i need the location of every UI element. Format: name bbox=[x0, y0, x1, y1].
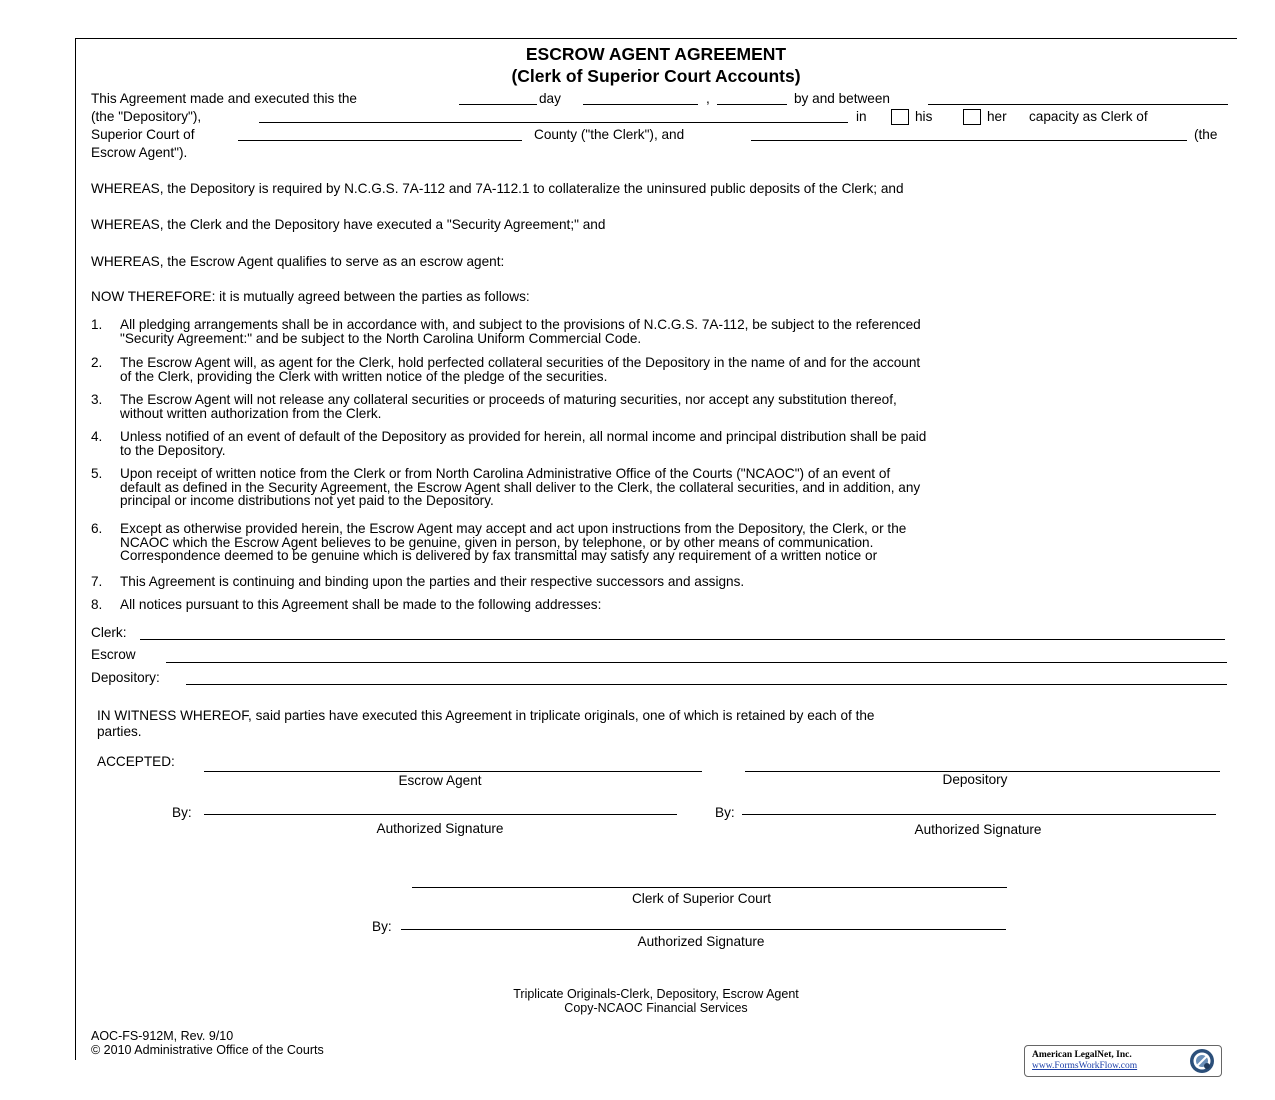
american-legalnet-logo bbox=[1024, 1045, 1222, 1077]
item-number: 3. bbox=[91, 392, 103, 407]
her-checkbox[interactable] bbox=[963, 109, 981, 125]
item-text bbox=[120, 467, 1235, 508]
item-line: The Escrow Agent will, as agent for the Clerk, hold perfected collateral securities of the Depository in the name of and for the account bbox=[120, 355, 921, 370]
escrow-agent-caption: Escrow Agent bbox=[398, 773, 482, 788]
escrow-address-field[interactable] bbox=[166, 662, 1227, 663]
intro-escrow-agent: Escrow Agent"). bbox=[91, 145, 188, 160]
accepted-label: ACCEPTED: bbox=[97, 754, 175, 769]
intro-county-clerk-and: County ("the Clerk"), and bbox=[534, 127, 685, 142]
item-line: to the Depository. bbox=[120, 442, 226, 458]
page-frame-top bbox=[75, 38, 1237, 39]
item-line: Unless notified of an event of default of the Depository as provided for herein, all normal income and principal distribution shall be paid bbox=[120, 429, 927, 444]
witness-text: parties. bbox=[97, 724, 142, 739]
intro-capacity: capacity as Clerk of bbox=[1029, 109, 1148, 124]
authorized-signature-caption: Authorized Signature bbox=[914, 822, 1042, 837]
item-number: 7. bbox=[91, 574, 103, 589]
intro-made-executed: This Agreement made and executed this the bbox=[91, 91, 357, 106]
depository-name-field-2[interactable] bbox=[259, 122, 848, 123]
address-depository-label: Depository: bbox=[91, 670, 160, 685]
item-line: "Security Agreement:" and be subject to the North Carolina Uniform Commercial Code. bbox=[120, 330, 642, 346]
item-number: 1. bbox=[91, 317, 103, 332]
month-field[interactable] bbox=[583, 104, 698, 105]
item-line: principal or income distributions not yet paid to the Depository. bbox=[120, 493, 494, 508]
now-therefore: NOW THEREFORE: it is mutually agreed between the parties as follows: bbox=[91, 289, 530, 304]
item-line: All pledging arrangements shall be in accordance with, and subject to the provisions of N.C.G.S. 7A-112, be subject to the referenced bbox=[120, 317, 921, 332]
item-number: 8. bbox=[91, 597, 103, 612]
globe-icon bbox=[1187, 1047, 1217, 1075]
whereas-clause: WHEREAS, the Depository is required by N.C.G.S. 7A-112 and 7A-112.1 to collateralize the uninsured public deposits of the Clerk; and bbox=[91, 181, 904, 196]
clerk-superior-court-caption: Clerk of Superior Court bbox=[631, 891, 771, 906]
year-field[interactable] bbox=[717, 104, 787, 105]
depository-address-field[interactable] bbox=[186, 684, 1227, 685]
whereas-clause: WHEREAS, the Clerk and the Depository have executed a "Security Agreement;" and bbox=[91, 217, 606, 232]
intro-in: in bbox=[856, 109, 867, 124]
document-title: ESCROW AGENT AGREEMENT bbox=[525, 44, 787, 64]
item-line: Upon receipt of written notice from the Clerk or from North Carolina Administrative Office of the Courts ("NCAOC") of an event of bbox=[120, 466, 891, 481]
by-label: By: bbox=[372, 919, 392, 934]
item-line: NCAOC which the Escrow Agent believes to be genuine, given in person, by telephone, or by other means of communication. bbox=[120, 534, 874, 550]
item-number: 6. bbox=[91, 521, 103, 536]
depository-caption: Depository bbox=[942, 772, 1008, 787]
item-line: Correspondence deemed to be genuine which is delivered by fax transmittal may satisfy any requirement of a written notice or bbox=[120, 548, 878, 563]
depository-authorized-signature-field[interactable] bbox=[742, 814, 1216, 815]
form-id: AOC-FS-912M, Rev. 9/10 bbox=[91, 1029, 234, 1043]
copyright: © 2010 Administrative Office of the Courts bbox=[91, 1043, 324, 1057]
item-line: Except as otherwise provided herein, the Escrow Agent may accept and act upon instructions from the Depository, the Clerk, or the bbox=[120, 521, 907, 536]
item-line: This Agreement is continuing and binding upon the parties and their respective successors and assigns. bbox=[120, 574, 745, 589]
item-number: 5. bbox=[91, 466, 103, 481]
address-escrow-label: Escrow bbox=[91, 647, 136, 662]
authorized-signature-caption: Authorized Signature bbox=[376, 821, 504, 836]
by-label: By: bbox=[715, 805, 735, 820]
item-line: of the Clerk, providing the Clerk with written notice of the pledge of the securities. bbox=[120, 368, 608, 384]
logo-url-link[interactable]: www.FormsWorkFlow.com bbox=[1032, 1061, 1138, 1071]
item-text bbox=[120, 598, 1235, 612]
item-line: without written authorization from the Clerk. bbox=[120, 405, 382, 421]
intro-his: his bbox=[915, 109, 933, 124]
item-text bbox=[120, 393, 1235, 420]
item-text bbox=[120, 575, 1235, 589]
authorized-signature-caption: Authorized Signature bbox=[637, 934, 765, 949]
clerk-authorized-signature-field[interactable] bbox=[401, 929, 1006, 930]
item-number: 4. bbox=[91, 429, 103, 444]
his-checkbox[interactable] bbox=[891, 109, 909, 125]
document-subtitle: (Clerk of Superior Court Accounts) bbox=[511, 66, 801, 86]
item-text bbox=[120, 430, 1235, 457]
address-clerk-label: Clerk: bbox=[91, 625, 127, 640]
intro-comma: , bbox=[706, 91, 710, 106]
clerk-address-field[interactable] bbox=[140, 639, 1225, 640]
item-line: All notices pursuant to this Agreement shall be made to the following addresses: bbox=[120, 597, 602, 612]
intro-by-and-between: by and between bbox=[794, 91, 890, 106]
intro-the-depository: (the "Depository"), bbox=[91, 109, 202, 124]
intro-her: her bbox=[987, 109, 1007, 124]
item-number: 2. bbox=[91, 355, 103, 370]
intro-the: (the bbox=[1194, 127, 1218, 142]
item-line: The Escrow Agent will not release any collateral securities or proceeds of maturing securities, nor accept any substitution thereof, bbox=[120, 392, 897, 407]
footer-copy: Copy-NCAOC Financial Services bbox=[564, 1001, 748, 1015]
escrow-agent-name-field[interactable] bbox=[751, 140, 1187, 141]
by-label: By: bbox=[172, 805, 192, 820]
item-line: default as defined in the Security Agreement, the Escrow Agent shall deliver to the Clerk, the collateral securities, and in addition, any bbox=[120, 479, 921, 495]
page-frame-left bbox=[75, 38, 76, 1060]
intro-superior-court-of: Superior Court of bbox=[91, 127, 195, 142]
intro-day-label: day bbox=[539, 91, 561, 106]
day-field[interactable] bbox=[459, 104, 537, 105]
whereas-clause: WHEREAS, the Escrow Agent qualifies to serve as an escrow agent: bbox=[91, 254, 505, 269]
witness-text: IN WITNESS WHEREOF, said parties have executed this Agreement in triplicate originals, one of which is retained by each of the bbox=[97, 708, 875, 723]
item-text bbox=[120, 522, 1235, 563]
depository-name-field[interactable] bbox=[928, 104, 1228, 105]
item-text bbox=[120, 356, 1235, 383]
escrow-authorized-signature-field[interactable] bbox=[204, 814, 677, 815]
footer-triplicate: Triplicate Originals-Clerk, Depository, Escrow Agent bbox=[513, 987, 799, 1001]
logo-company-name: American LegalNet, Inc. bbox=[1032, 1050, 1132, 1060]
county-field[interactable] bbox=[238, 140, 522, 141]
escrow-agent-signature-field[interactable] bbox=[204, 771, 702, 772]
item-text bbox=[120, 318, 1235, 345]
clerk-signature-field[interactable] bbox=[412, 887, 1007, 888]
